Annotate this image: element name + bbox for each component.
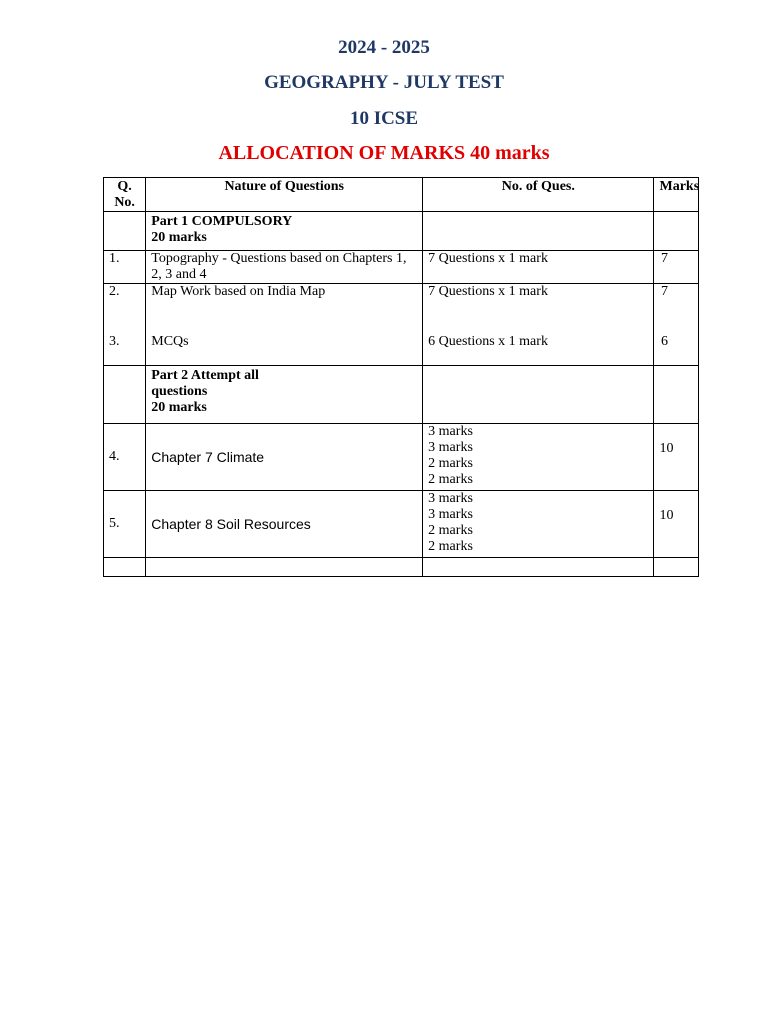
marks-cell: 10 xyxy=(654,424,699,491)
column-header-count: No. of Ques. xyxy=(423,178,654,212)
nature-cell: Topography - Questions based on Chapters 1, 2, 3 and 4 xyxy=(146,251,423,284)
marks-cell: 10 xyxy=(654,491,699,558)
table-row xyxy=(104,284,699,366)
qno-cell: 5. xyxy=(104,491,146,558)
document-subject: GEOGRAPHY - JULY TEST xyxy=(264,72,504,93)
marks-allocation-table xyxy=(103,177,699,577)
marks-cell: 7 6 xyxy=(654,284,699,366)
count-cell: 7 Questions x 1 mark xyxy=(423,251,654,284)
nature-cell: Chapter 7 Climate xyxy=(146,424,423,491)
table-header-row xyxy=(104,178,699,212)
table-row xyxy=(104,251,699,284)
allocation-heading: ALLOCATION OF MARKS 40 marks xyxy=(218,142,550,164)
nature-cell: Map Work based on India Map MCQs xyxy=(146,284,423,366)
table-row xyxy=(104,491,699,558)
column-header-marks: Marks xyxy=(654,178,699,212)
column-header-nature: Nature of Questions xyxy=(146,178,423,212)
count-cell: 7 Questions x 1 mark 6 Questions x 1 mark xyxy=(423,284,654,366)
count-cell: 3 marks 3 marks 2 marks 2 marks xyxy=(423,424,654,491)
count-cell: 3 marks 3 marks 2 marks 2 marks xyxy=(423,491,654,558)
part1-heading-row xyxy=(104,212,699,251)
nature-cell: Chapter 8 Soil Resources xyxy=(146,491,423,558)
qno-cell: 1. xyxy=(104,251,146,284)
document-year: 2024 - 2025 xyxy=(338,37,430,58)
empty-row xyxy=(104,558,699,577)
table-row xyxy=(104,424,699,491)
marks-cell: 7 xyxy=(654,251,699,284)
qno-cell: 2. 3. xyxy=(104,284,146,366)
document-class: 10 ICSE xyxy=(349,108,419,129)
part1-title: Part 1 COMPULSORY 20 marks xyxy=(146,212,423,251)
column-header-qno: Q. No. xyxy=(104,178,146,212)
part2-heading-row xyxy=(104,366,699,424)
part2-title: Part 2 Attempt all questions 20 marks xyxy=(146,366,423,424)
qno-cell: 4. xyxy=(104,424,146,491)
